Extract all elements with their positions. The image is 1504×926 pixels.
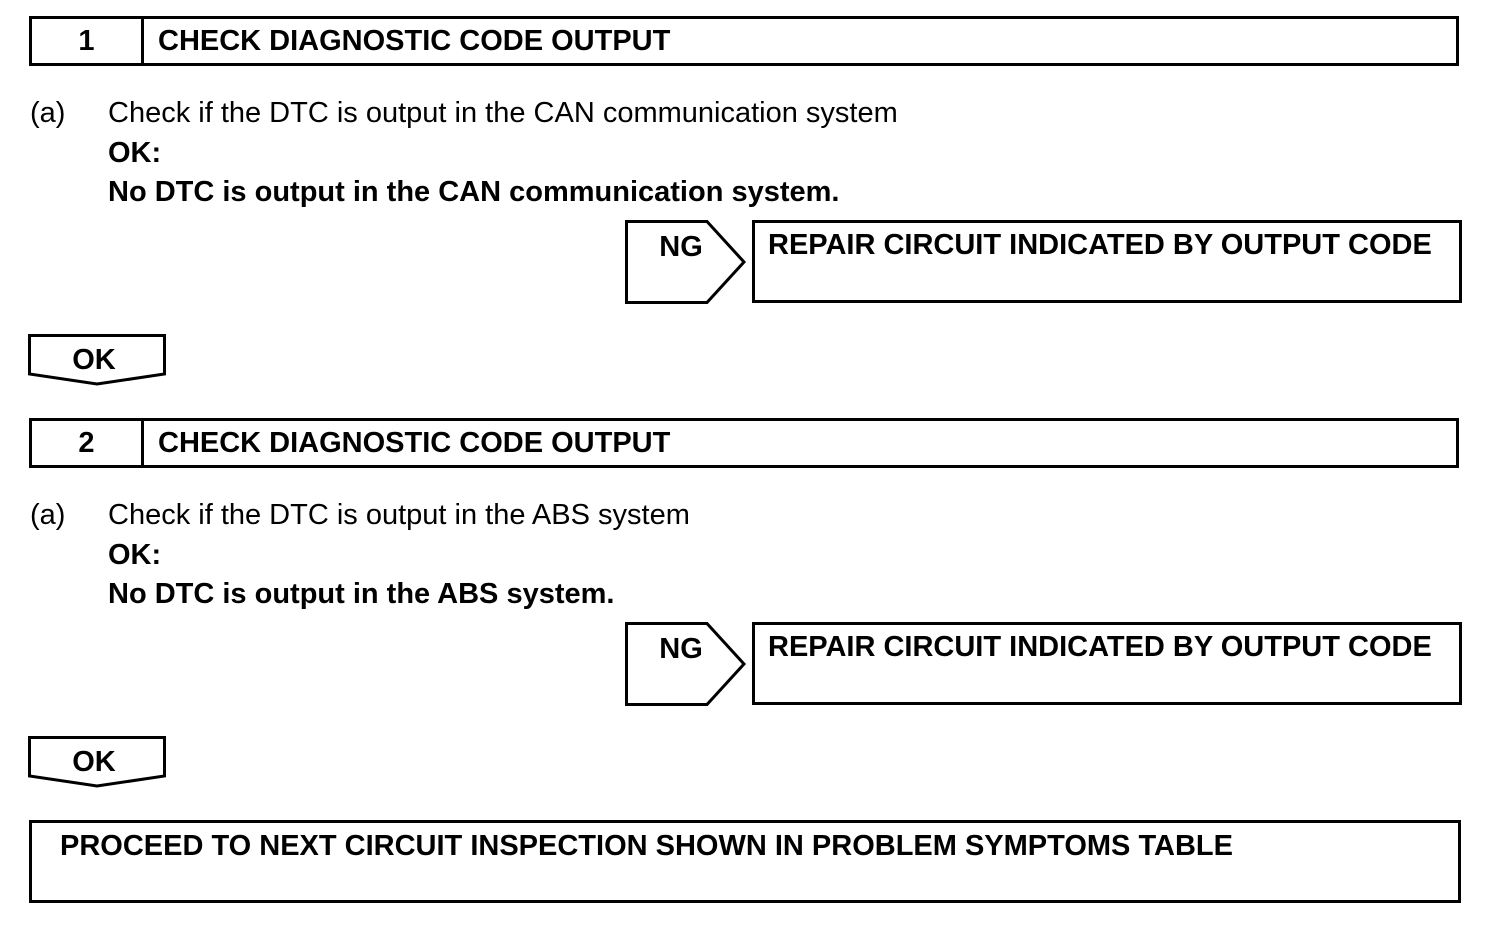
step-1-header — [29, 16, 1459, 66]
step-1-ok-label: OK — [72, 344, 116, 376]
step-2-header — [29, 418, 1459, 468]
final-action-box — [29, 820, 1461, 903]
step-1-ng-label: NG — [659, 231, 703, 263]
step-2-title: CHECK DIAGNOSTIC CODE OUTPUT — [158, 427, 671, 459]
step-2-ng-action: REPAIR CIRCUIT INDICATED BY OUTPUT CODE — [768, 631, 1432, 663]
step-2-item-marker: (a) — [30, 499, 66, 531]
step-2-ok-condition: No DTC is output in the ABS system. — [108, 578, 615, 610]
step-1-instruction: Check if the DTC is output in the CAN communication system — [108, 97, 898, 129]
step-2-ok-heading: OK: — [108, 539, 162, 571]
step-1-title: CHECK DIAGNOSTIC CODE OUTPUT — [158, 25, 671, 57]
step-2-instruction: Check if the DTC is output in the ABS system — [108, 499, 690, 531]
step-1-ng-action-box — [752, 220, 1462, 303]
step-1-ok-heading: OK: — [108, 137, 162, 169]
step-1-item-marker: (a) — [30, 97, 66, 129]
step-1-ok-condition: No DTC is output in the CAN communication system. — [108, 176, 840, 208]
step-2-ok-label: OK — [72, 746, 116, 778]
step-2-ng-action-box — [752, 622, 1462, 705]
step-1-ng-action: REPAIR CIRCUIT INDICATED BY OUTPUT CODE — [768, 229, 1432, 261]
step-1-number: 1 — [32, 19, 144, 63]
step-2-number: 2 — [32, 421, 144, 465]
final-action: PROCEED TO NEXT CIRCUIT INSPECTION SHOWN IN PROBLEM SYMPTOMS TABLE — [60, 830, 1233, 862]
step-2-ng-label: NG — [659, 633, 703, 665]
